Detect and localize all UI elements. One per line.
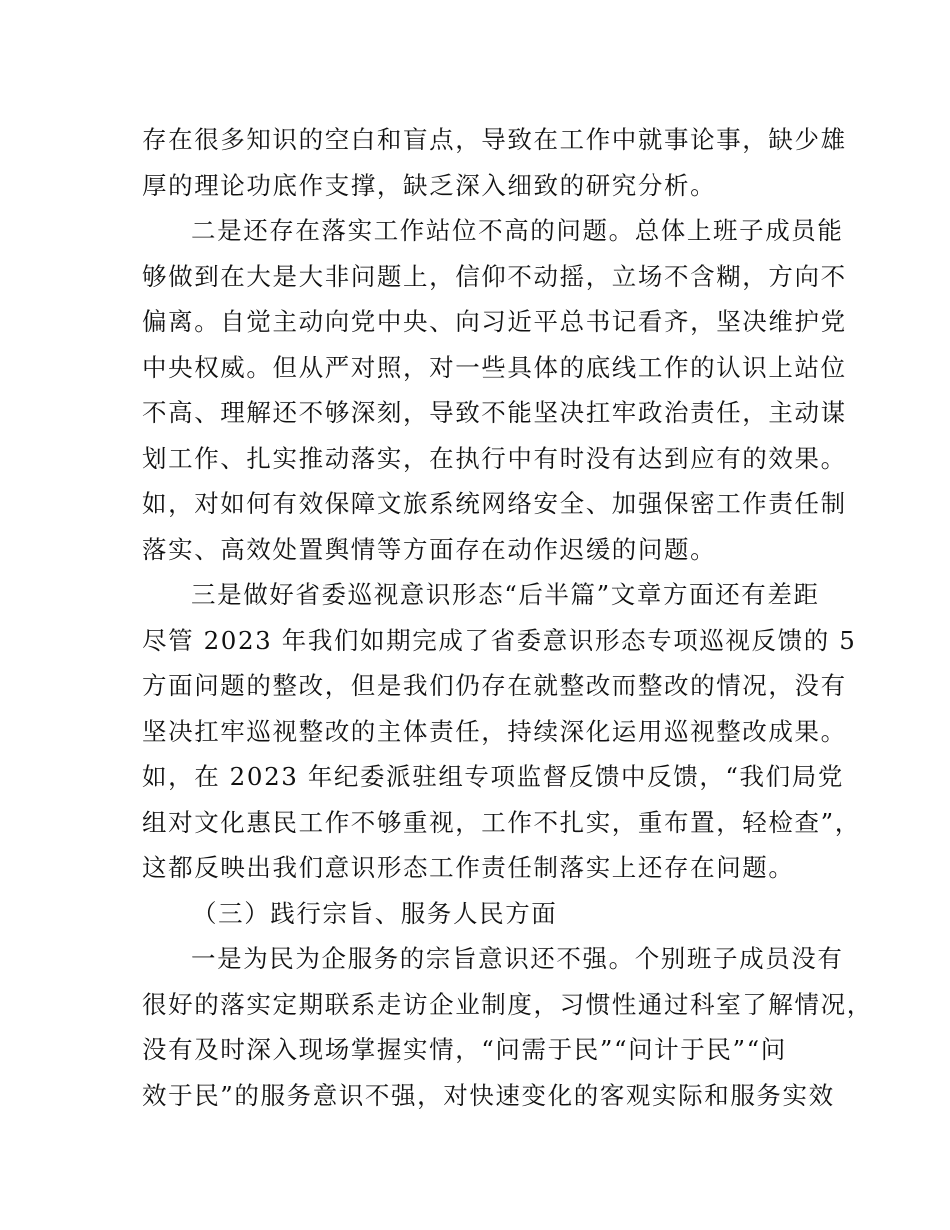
text-line: 很好的落实定期联系走访企业制度，习惯性通过科室了解情况， [142, 989, 873, 1019]
text-line: 二是还存在落实工作站位不高的问题。总体上班子成员能 [191, 216, 844, 245]
text-line: 够做到在大是大非问题上，信仰不动摇，立场不含糊，方向不 [142, 261, 847, 291]
text-line: 坚决扛牢巡视整改的主体责任，持续深化运用巡视整改成果。 [142, 716, 847, 746]
text-line: 这都反映出我们意识形态工作责任制落实上还存在问题。 [142, 853, 795, 882]
text-line: 一是为民为企服务的宗旨意识还不强。个别班子成员没有 [191, 944, 844, 973]
section-heading: （三）践行宗旨、服务人民方面 [192, 898, 558, 928]
text-line: 方面问题的整改，但是我们仍存在就整改而整改的情况，没有 [142, 671, 847, 700]
text-line: 效于民”的服务意识不强，对快速变化的客观实际和服务实效 [142, 1080, 835, 1110]
text-line: 三是做好省委巡视意识形态“后半篇”文章方面还有差距 [191, 580, 820, 609]
text-line: 如，对如何有效保障文旅系统网络安全、加强保密工作责任制 [142, 489, 847, 518]
text-line: 尽管 2023 年我们如期完成了省委意识形态专项巡视反馈的 5 [142, 625, 857, 655]
text-line: 中央权威。但从严对照，对一些具体的底线工作的认识上站位 [142, 352, 847, 382]
text-line: 存在很多知识的空白和盲点，导致在工作中就事论事，缺少雄 [142, 125, 847, 154]
text-line: 不高、理解还不够深刻，导致不能坚决扛牢政治责任，主动谋 [142, 398, 847, 427]
text-line: 划工作、扎实推动落实，在执行中有时没有达到应有的效果。 [142, 443, 847, 473]
document-body [142, 117, 873, 1118]
text-line: 没有及时深入现场掌握实情，“问需于民”“问计于民”“问 [142, 1035, 787, 1064]
text-line: 落实、高效处置舆情等方面存在动作迟缓的问题。 [142, 534, 717, 564]
text-line: 厚的理论功底作支撑，缺乏深入细致的研究分析。 [142, 170, 717, 200]
text-line: 如，在 2023 年纪委派驻组专项监督反馈中反馈，“我们局党 [142, 762, 844, 791]
text-line: 组对文化惠民工作不够重视，工作不扎实，重布置，轻检查”， [142, 807, 861, 837]
text-line: 偏离。自觉主动向党中央、向习近平总书记看齐，坚决维护党 [142, 307, 847, 336]
